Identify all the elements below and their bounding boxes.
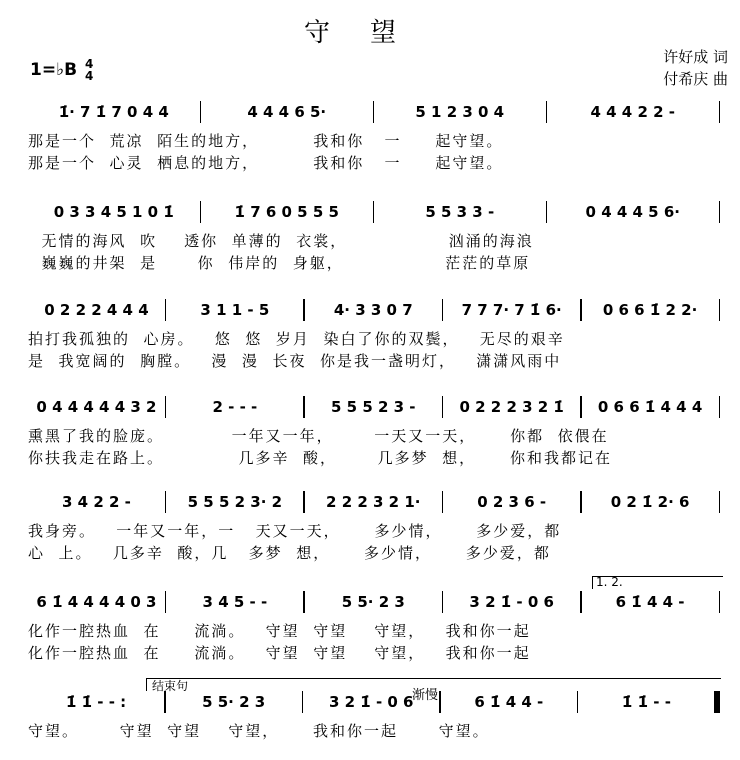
measure: 3 1 1 - 5: [200, 301, 270, 319]
barline: [719, 299, 721, 321]
notation-line: [28, 395, 720, 419]
measure: 6 1̇ 4 4 -: [474, 693, 544, 711]
music-system: [28, 690, 720, 760]
lyric-line-2: 那是一个 心灵 栖息的地方， 我和你 一 起守望。: [28, 154, 504, 172]
measure: 0 2 2 2 4 4 4: [44, 301, 149, 319]
measure: 5 5 3 3 -: [425, 203, 495, 221]
music-system: [28, 490, 720, 560]
measure: 0 4 4 4 4 4 3 2: [36, 398, 157, 416]
measure: 0 3 3 4 5 1 0 1̇: [53, 203, 174, 221]
measure: 3 2 1̇ - 0 6: [328, 693, 414, 711]
music-system: [28, 100, 720, 170]
lyricist-credit: 许好成 词: [663, 48, 728, 66]
barline: [719, 591, 721, 613]
final-barline: [716, 691, 720, 713]
measure: 3 2 1̇ - 0 6: [469, 593, 554, 611]
barline: [719, 396, 721, 418]
lyric-line-1: 我身旁。 一年又一年，一 天又一天， 多少情， 多少爱，都: [28, 522, 562, 540]
lyric-line-1: 化作一腔热血 在 流淌。 守望 守望 守望， 我和你一起: [28, 622, 531, 640]
notation-line: [28, 100, 720, 124]
music-system: [28, 200, 720, 270]
time-bottom: 4: [84, 69, 94, 83]
page-title: 守望: [303, 18, 436, 48]
notation-line: [28, 298, 720, 322]
barline: [719, 201, 721, 223]
measure: 5 1 2 3 0 4: [415, 103, 505, 121]
notation-line: [28, 490, 720, 514]
key-label: 1=♭B: [30, 60, 78, 80]
measure: 0 6 6 1̇ 4 4 4: [597, 398, 703, 416]
barline: [719, 491, 721, 513]
measure: 6 1̇ 4 4 4 4 0 3: [36, 593, 157, 611]
measure: 0 2 3 6 -: [477, 493, 547, 511]
measure: 5 5· 2 3: [341, 593, 405, 611]
measure: 2 2 2 3 2 1·: [326, 493, 421, 511]
lyric-line-1: 守望。 守望 守望 守望， 我和你一起 守望。: [28, 722, 490, 740]
measure: 5 5 5 2 3· 2: [187, 493, 283, 511]
measure: 1̇· 7 1̇ 7 0 4 4: [58, 103, 169, 121]
key-signature: [30, 58, 93, 82]
measure: 3 4 2 2 -: [62, 493, 131, 511]
lyric-line-2: 你扶我走在路上。 几多辛 酸， 几多梦 想， 你和我都记在: [28, 449, 612, 467]
composer-credit: 付希庆 曲: [663, 70, 728, 88]
measure: 1̇ 1̇ - - :: [65, 693, 127, 711]
music-system: [28, 395, 720, 465]
measure: 4 4 4 2 2 -: [590, 103, 676, 121]
coda-label: 结束句: [152, 679, 189, 693]
lyric-line-2: 巍巍的井架 是 你 伟岸的 身躯， 茫茫的草原: [28, 254, 531, 272]
lyric-line-2: 心 上。 几多辛 酸，几 多梦 想， 多少情， 多少爱，都: [28, 544, 551, 562]
measure: 0 2 2 2 3 2 1̇: [459, 398, 564, 416]
measure: 4· 3 3 0 7: [333, 301, 413, 319]
tempo-marking: 渐慢: [412, 688, 439, 703]
notation-line: [28, 200, 720, 224]
notation-line: [28, 590, 720, 614]
measure: 1̇ 7 6 0 5 5 5: [234, 203, 339, 221]
music-system: [28, 590, 720, 660]
measure: 1̇ 1̇ - -: [621, 693, 671, 711]
lyric-line-1: 熏黑了我的脸庞。 一年又一年， 一天又一天， 你都 依偎在: [28, 427, 609, 445]
measure: 0 4 4 4 5 6·: [585, 203, 680, 221]
lyric-line-2: 是 我宽阔的 胸膛。 漫 漫 长夜 你是我一盏明灯， 潇潇风雨中: [28, 352, 562, 370]
measure: 3 4 5 - -: [202, 593, 268, 611]
measure: 6 1̇ 4 4 -: [615, 593, 685, 611]
measure: 7 7 7· 7 1̇ 6·: [461, 301, 562, 319]
measure: 4 4 4 6 5·: [247, 103, 327, 121]
lyric-line-2: 化作一腔热血 在 流淌。 守望 守望 守望， 我和你一起: [28, 644, 531, 662]
time-top: 4: [84, 57, 94, 71]
measure: 5 5 5 2 3 -: [331, 398, 416, 416]
lyric-line-1: 拍打我孤独的 心房。 悠 悠 岁月 染白了你的双鬓， 无尽的艰辛: [28, 330, 565, 348]
credits: [663, 46, 728, 90]
time-signature: [85, 58, 93, 82]
lyric-line-1: 那是一个 荒凉 陌生的地方， 我和你 一 起守望。: [28, 132, 504, 150]
measure: 2 - - -: [212, 398, 258, 416]
measure: 0 2 1̇ 2· 6: [610, 493, 690, 511]
measure: 5 5· 2 3: [202, 693, 266, 711]
notation-line: [28, 690, 720, 714]
lyric-line-1: 无情的海风 吹 透你 单薄的 衣裳， 汹涌的海浪: [28, 232, 534, 250]
measure: 0 6 6 1̇ 2 2·: [602, 301, 698, 319]
volta-label: 1. 2.: [596, 575, 623, 589]
music-system: [28, 298, 720, 368]
barline: [719, 101, 721, 123]
